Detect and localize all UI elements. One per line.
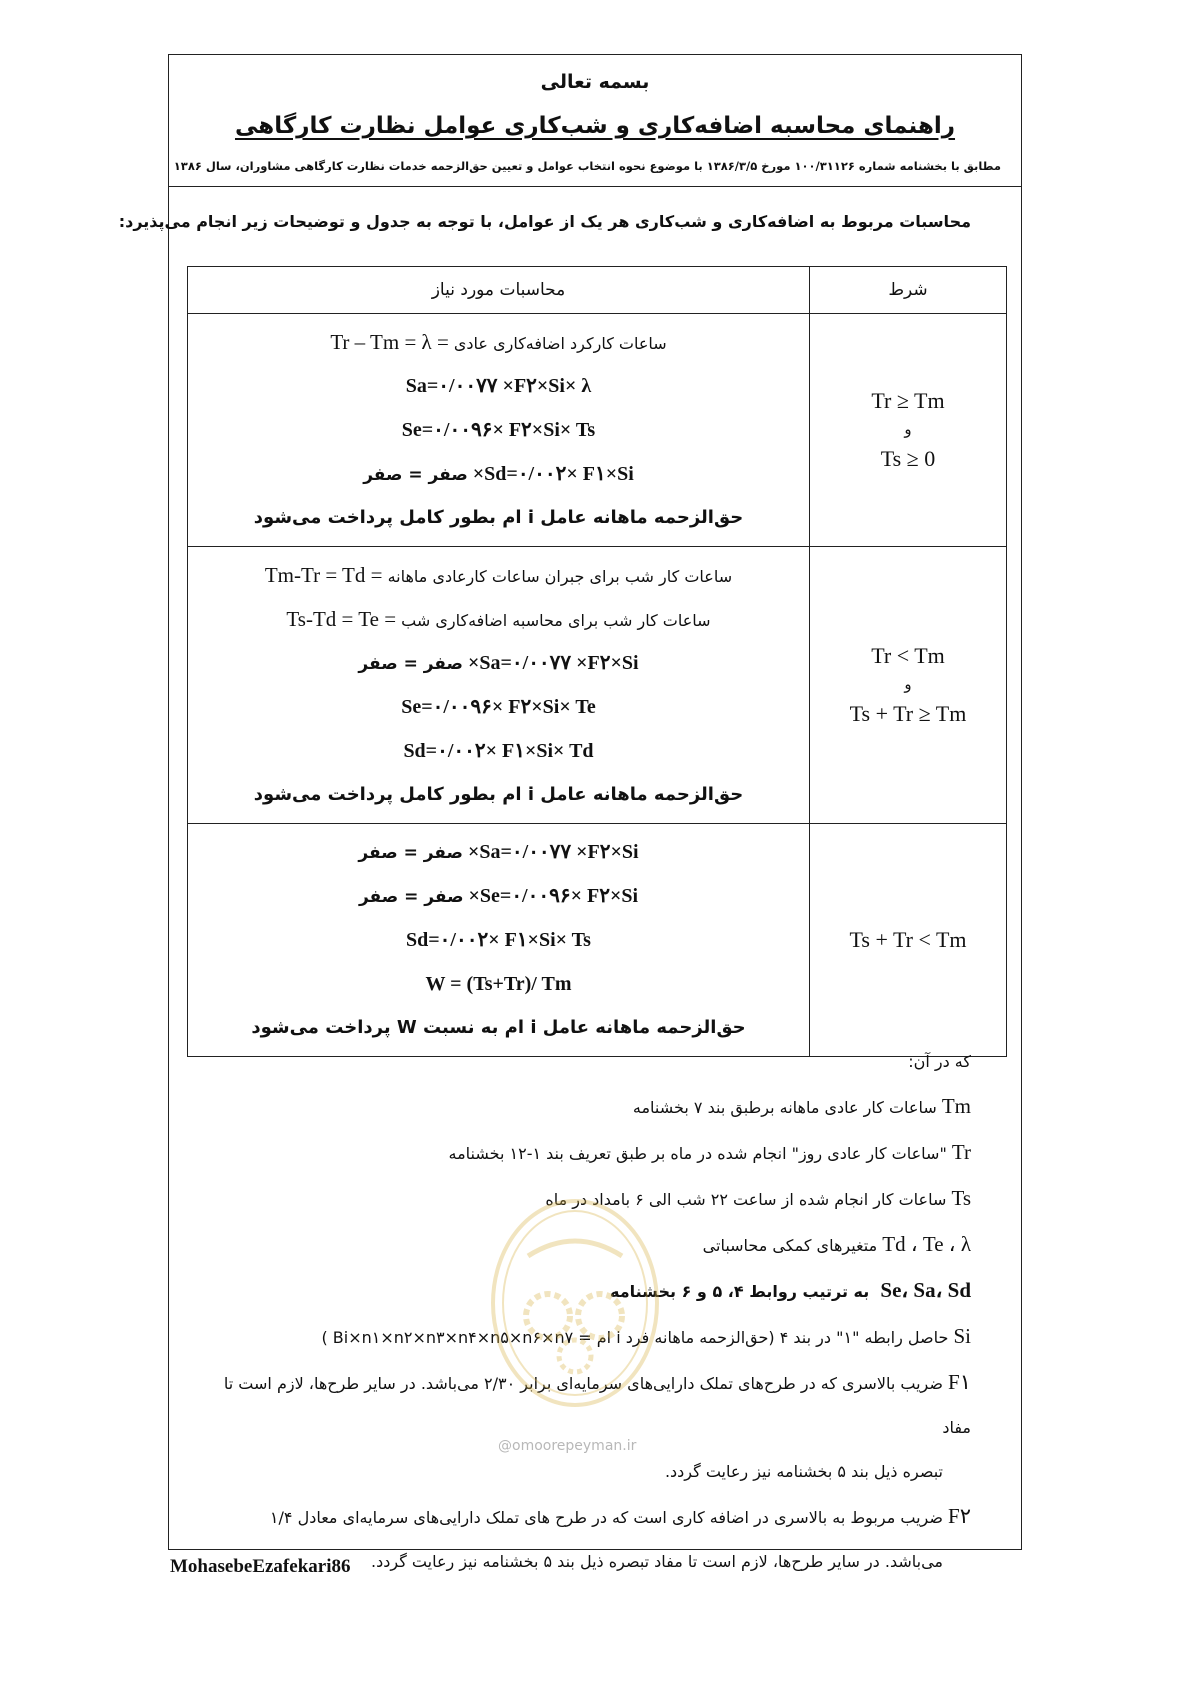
payment-note: حق‌الزحمه ماهانه عامل i ام بطور کامل پرداخت می‌شود <box>253 507 744 528</box>
definition-text: ساعات کار انجام شده از ساعت ۲۲ شب الی ۶ بامداد در ماه <box>545 1190 947 1209</box>
formula-text: ساعات کار شب برای جبران ساعات کارعادی ماهانه <box>387 567 733 586</box>
formula-line <box>188 830 809 874</box>
table-header-row <box>188 267 1007 314</box>
condition-1: Tr < Tm <box>871 643 945 669</box>
formula-expr: Sa=۰/۰۰۷۷ ×F۲×Si× <box>467 841 639 863</box>
formula-line: Se=۰/۰۰۹۶× F۲×Si× Te <box>401 696 596 718</box>
formula-line <box>188 320 809 364</box>
formula-text: ساعات کارکرد اضافه‌کاری عادی <box>453 334 667 353</box>
definition-tm <box>199 1084 971 1130</box>
table-row <box>188 824 1007 1057</box>
symbol: F۲ <box>948 1504 971 1528</box>
formula-line: Sa=۰/۰۰۷۷ ×F۲×Si× λ <box>405 375 592 397</box>
formula-expr: Sd=۰/۰۰۲× F۱×Si× <box>472 463 634 485</box>
formula-line <box>188 452 809 496</box>
formula-text: صفر = صفر <box>358 654 463 674</box>
symbol: Si <box>953 1324 971 1348</box>
condition-join: و <box>904 675 912 694</box>
condition-cell <box>810 824 1007 1057</box>
condition-2: Ts ≥ 0 <box>880 445 936 471</box>
calculations-cell <box>188 824 810 1057</box>
condition-1: Tr ≥ Tm <box>871 388 945 414</box>
watermark-url: @omoorepeyman.ir <box>498 1438 637 1454</box>
formula-line: Sd=۰/۰۰۲× F۱×Si× Ts <box>406 929 591 951</box>
formula-line <box>188 874 809 918</box>
definition-text: به ترتیب روابط ۴، ۵ و ۶ بخشنامه <box>610 1282 870 1301</box>
condition-cell <box>810 314 1007 547</box>
symbol: Se، Sa، Sd <box>880 1278 971 1302</box>
calculation-table <box>187 266 1007 1057</box>
calculations-header: محاسبات مورد نیاز <box>188 267 810 314</box>
formula-line: W = (Ts+Tr)/ Tm <box>425 973 572 995</box>
formula-text: صفر = صفر <box>358 843 463 863</box>
calculations-cell <box>188 314 810 547</box>
formula-line: Se=۰/۰۰۹۶× F۲×Si× Ts <box>401 419 596 441</box>
payment-note: حق‌الزحمه ماهانه عامل i ام به نسبت W پرداخت می‌شود <box>251 1017 746 1038</box>
document-title <box>169 113 1021 139</box>
table-row <box>188 547 1007 824</box>
bismillah: بسمه تعالی <box>540 71 650 93</box>
symbol: Tr <box>951 1140 971 1164</box>
condition-cell <box>810 547 1007 824</box>
watermark-logo-icon <box>488 1196 663 1411</box>
condition-join: و <box>904 420 912 439</box>
title-text: راهنمای محاسبه اضافه‌کاری و شب‌کاری عوامل نظارت کارگاهی <box>234 113 956 139</box>
definition-text: ضریب مربوط به بالاسری در اضافه کاری است که در طرح های تملک دارایی‌های سرمایه‌ای معادل ۱/۴ <box>269 1508 943 1527</box>
reference-line: مطابق با بخشنامه شماره ۱۰۰/۳۱۱۲۶ مورخ ۱۳۸۶/۳/۵ با موضوع نحوه انتخاب عوامل و تعیین حق‌الزحمه خدمات نظارت کارگاهی مشاوران، سال ۱۳۸۶ <box>173 159 1001 173</box>
definition-text: حاصل رابطه "۱" در بند ۴ (حق‌الزحمه ماهانه فرد i ام = Bi×n۱×n۲×n۳×n۴×n۵×n۶×n۷ ) <box>321 1328 949 1347</box>
footer-filename: MohasebeEzafekari86 <box>170 1556 351 1577</box>
definition-text: متغیرهای کمکی محاسباتی <box>702 1236 878 1255</box>
symbol: Tm <box>941 1094 971 1118</box>
symbol: Td ، Te ، λ <box>882 1232 971 1256</box>
definitions-lead: که در آن: <box>908 1052 971 1071</box>
definition-tr <box>199 1130 971 1176</box>
symbol: F۱ <box>948 1370 971 1394</box>
formula-line <box>188 641 809 685</box>
condition-1: Ts + Tr < Tm <box>849 926 967 952</box>
formula-expr: Sa=۰/۰۰۷۷ ×F۲×Si× <box>467 652 639 674</box>
formula-text: صفر = صفر <box>363 465 468 485</box>
condition-header: شرط <box>810 267 1007 314</box>
formula-line <box>188 597 809 641</box>
table-row <box>188 314 1007 547</box>
definition-text-cont: می‌باشد. در سایر طرح‌ها، لازم است تا مفاد تبصره ذیل بند ۵ بخشنامه نیز رعایت گردد. <box>371 1552 943 1571</box>
formula-expr: = Tm-Tr = Td <box>264 563 383 587</box>
definition-text-cont: تبصره ذیل بند ۵ بخشنامه نیز رعایت گردد. <box>664 1462 943 1481</box>
calculations-cell <box>188 547 810 824</box>
formula-line <box>188 553 809 597</box>
formula-line: Sd=۰/۰۰۲× F۱×Si× Td <box>403 740 594 762</box>
intro-text: محاسبات مربوط به اضافه‌کاری و شب‌کاری هر یک از عوامل، با توجه به جدول و توضیحات زیر انجام می‌پذیرد: <box>118 212 971 231</box>
formula-expr: = Tr – Tm = λ <box>330 330 449 354</box>
formula-text: ساعات کار شب برای محاسبه اضافه‌کاری شب <box>401 611 711 630</box>
definition-text: ساعات کار عادی ماهانه برطبق بند ۷ بخشنامه <box>632 1098 937 1117</box>
symbol: Ts <box>951 1186 971 1210</box>
definition-text: ضریب بالاسری که در طرح‌های تملک دارایی‌های سرمایه‌ای برابر ۲/۳۰ می‌باشد. در سایر طرح‌ها، لازم است تا مفاد <box>223 1374 971 1437</box>
condition-2: Ts + Tr ≥ Tm <box>849 700 967 726</box>
definition-text: "ساعات کار عادی روز" انجام شده در ماه بر طبق تعریف بند ۱-۱۲ بخشنامه <box>448 1144 947 1163</box>
payment-note: حق‌الزحمه ماهانه عامل i ام بطور کامل پرداخت می‌شود <box>253 784 744 805</box>
formula-text: صفر = صفر <box>358 887 464 907</box>
header-divider <box>169 186 1021 187</box>
formula-expr: Se=۰/۰۰۹۶× F۲×Si× <box>468 885 639 907</box>
formula-expr: = Ts-Td = Te <box>286 607 397 631</box>
